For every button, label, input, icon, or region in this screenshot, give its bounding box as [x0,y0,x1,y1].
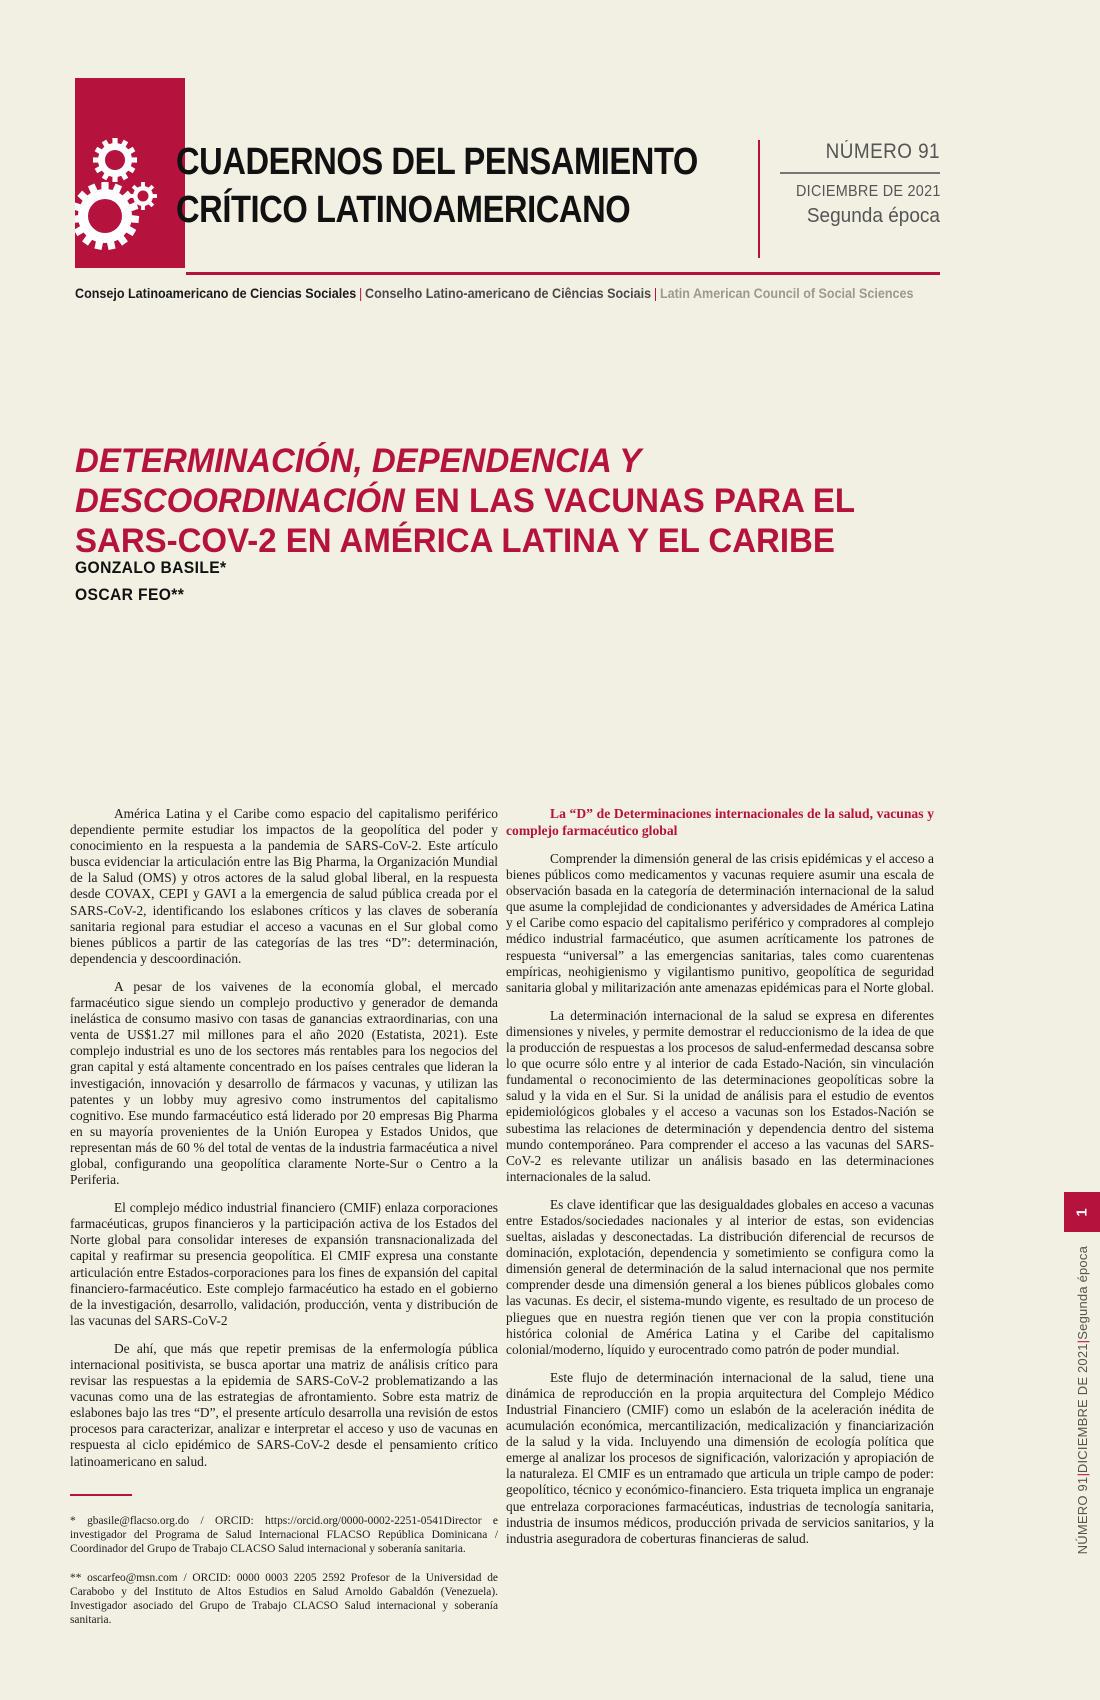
issue-rule [780,172,940,174]
footnote-rule [70,1494,132,1496]
author-1: GONZALO BASILE* [75,558,227,577]
journal-title [176,138,756,234]
subtitle-separator-2: | [653,286,658,301]
paragraph: El complejo médico industrial financiero (CMIF) enlaza corporaciones farmacéuticas, grupos financieros y la participación activa de los Estados del Norte global para consolidar intereses de expansión transnacionalizada del capital y reafirmar su presencia geopolítica. El CMIF expresa una constante articulación entre Estados-corporaciones para los fines de expansión del capital financiero-farmacéutico. Este complejo farmacéutico ha estado en el gobierno de la investigación, desarrollo, validación, producción, venta y distribución de las vacunas del SARS-CoV-2 [70,1200,498,1328]
issue-epoch: Segunda época [806,205,940,227]
page-number-badge [1064,1192,1100,1232]
issue-date: DICIEMBRE DE 2021 [796,183,941,200]
paragraph: De ahí, que más que repetir premisas de la enfermología pública internacional positivista, se busca aportar una matriz de análisis crítico para revisar las respuestas a la epidemia de SARS-CoV-2 problematizando a las vacunas como una de las estrategias de afrontamiento. Sobre esta matriz de eslabones bajo las tres “D”, el presente artículo desarrolla una revisión de estos procesos para caracterizar, analizar e interpretar el acceso y uso de vacunas en respuesta al ciclo epidémico de SARS-CoV-2 desde el pensamiento crítico latinoamericano en salud. [70,1340,498,1469]
side-marker-date: DICIEMBRE DE 2021 [1074,1343,1090,1474]
body-column-left [70,806,498,1482]
side-separator-2: | [1074,1339,1090,1344]
publisher-subtitle-en: Latin American Council of Social Sciences [659,286,914,301]
footnote-item: * gbasile@flacso.org.do / ORCID: https://orcid.org/0000-0002-2251-0541Director e investigador del Programa de Salud Internacional FLACSO República Dominicana / Coordinador del Grupo de Trabajo CLACSO Salud internacional y soberanía sanitaria. [70,1515,498,1556]
paragraph: Este flujo de determinación internacional de la salud, tiene una dinámica de reproducción en la propia arquitectura del Complejo Médico Industrial Financiero (CMIF) como un eslabón de la aceleración inédita de acumulación económica, mercantilización, medicalización y financiarización de la salud y la vida. Incluyendo una dimensión de ecología política que emerge al analizar los procesos de significación, valorización y apropiación de la naturaleza. El CMIF es un entramado que articula un triple campo de poder: geopolítico, técnico y económico-financiero. Esta triqueta implica un engranaje que entrelaza corporaciones farmacéuticas, industrias de tecnología sanitaria, industria de insumos médicos, producción privada de servicios sanitarios, y la industria aseguradora de coberturas financieras de salud. [506,1369,934,1546]
author-2: OSCAR FEO** [75,585,185,604]
issue-number: NÚMERO 91 [825,140,940,163]
footnote-item: ** oscarfeo@msn.com / ORCID: 0000 0003 2205 2592 Profesor de la Universidad de Carabobo y del Instituto de Altos Estudios en Salud Arnoldo Gabaldón (Venezuela). Investigador asociado del Grupo de Trabajo CLACSO Salud internacional y soberanía sanitaria. [70,1571,498,1627]
paragraph: Es clave identificar que las desigualdades globales en acceso a vacunas entre Estados/sociedades nacionales y al interior de estas, son evidencias sueltas, aisladas y desconectadas. La distribución diferencial de recursos de dominación, explotación, dependencia y sometimiento se configura como la dimensión general de determinación de la salud internacional que nos permite comprender desde una dimensión general a los bienes públicos globales como las vacunas. Es decir, el sistema-mundo vigente, es resultado de un proceso de pliegues que en nuestra región tienen que ver con la propia constitución histórica colonial de América Latina y el Caribe del capitalismo colonial/moderno, líquido y eurocentrado como patrón de poder mundial. [506,1196,934,1357]
subtitle-separator-1: | [358,286,363,301]
footnotes [70,1514,498,1641]
side-separator-1: | [1074,1473,1090,1477]
clacso-gears-logo [75,78,185,268]
paragraph: América Latina y el Caribe como espacio del capitalismo periférico dependiente permite estudiar los impactos de la geopolítica del poder y conocimiento en la respuesta a la pandemia de SARS-CoV-2. Este artículo busca evidenciar la articulación entre las Big Pharma, la Organización Mundial de la Salud (OMS) y otros actores de la salud global liberal, en la respuesta desde COVAX, CEPI y GAVI a la emergencia de salud pública creada por el SARS-CoV-2, identificando los eslabones críticos y las claves de soberanía sanitaria regional para estudiar el acceso a vacunas en el Sur global como bienes públicos a partir de las categorías de las tres “D”: determinación, dependencia y descoordinación. [70,806,498,966]
journal-title-line-2: CRÍTICO LATINOAMERICANO [176,189,631,231]
paragraph: Comprender la dimensión general de las crisis epidémicas y el acceso a bienes públicos como medicamentos y vacunas requiere asumir una escala de observación basada en la categoría de determinación internacional de la salud que asume la complejidad de condicionantes y adversidades de América Latina y el Caribe como espacio del capitalismo periférico y compradores al complejo médico industrial farmacéutico, que asumen acríticamente los patrones de respuesta “universal” a las emergencias sanitarias, tales como cuarentenas empíricas, neohigienismo y vigilantismo punitivo, geopolítica de seguridad sanitaria global y militarización ante amenazas epidémicas para el Norte global. [506,851,934,995]
masthead [0,0,1100,320]
side-marker-line [1075,1246,1090,1554]
side-marker-issue: NÚMERO 91 [1074,1476,1090,1555]
masthead-vertical-divider [758,140,760,258]
paragraph: La determinación internacional de la salud se expresa en diferentes dimensiones y niveles, y permite demostrar el reduccionismo de la idea de que la producción de respuestas a los procesos de salud-enfermedad descansa sobre lo que ocurre sólo entre y al interior de cada Estado-Nación, sin vinculación fundamental o reconocimiento de las determinaciones geopolíticas sobre la salud y la vida en el Sur. Si la unidad de análisis para el estudio de eventos epidemiológicos globales y el acceso a vacunas son los Estados-Nación se subestima las relaciones de determinación y dependencia dentro del sistema mundo contemporáneo. Para comprender el acceso a las vacunas del SARS-CoV-2 es relevante utilizar un análisis basado en las determinaciones internacionales de la salud. [506,1007,934,1184]
paragraph: A pesar de los vaivenes de la economía global, el mercado farmacéutico sigue siendo un complejo productivo y generador de demanda inelástica de consumo masivo con tasas de ganancias extraordinarias, con una venta de US$1.27 mil millones para el año 2020 (Estatista, 2021). Este complejo industrial es uno de los sectores más rentables para los negocios del gran capital y está altamente concentrado en los países centrales que lideran la investigación, innovación y desarrollo de fármacos y vacunas, y utilizan las patentes y un lobby muy agresivo como instrumentos del capitalismo cognitivo. Ese mundo farmacéutico está liderado por 20 empresas Big Pharma en su mayoría provenientes de la Unión Europea y Estados Unidos, que representan más de 60 % del total de ventas de la industria farmacéutica a nivel global, configurando una geopolítica claramente Norte-Sur o Centro a la Periferia. [70,978,498,1188]
side-marker-text [1064,1246,1100,1606]
section-heading: La “D” de Determinaciones internacionales de la salud, vacunas y complejo farmacéutico global [506,806,934,838]
journal-title-line-1: CUADERNOS DEL PENSAMIENTO [176,141,698,183]
publisher-subtitle-es: Consejo Latinoamericano de Ciencias Sociales [75,286,357,301]
article-title-roman: EN LAS VACUNAS PARA EL SARS-COV-2 EN AMÉRICA LATINA Y EL CARIBE [75,481,855,560]
page-side-marker [1064,1192,1100,1606]
publisher-subtitle-pt: Conselho Latino-americano de Ciências Sociais [365,286,652,301]
article-title [75,441,890,561]
page-number: 1 [1073,1207,1091,1217]
body-column-right [506,806,934,1559]
publisher-subtitle [75,286,914,301]
article-authors [75,554,226,608]
article-title-italic-1: DETERMINACIÓN, DEPENDENCIA Y [75,441,641,480]
masthead-horizontal-rule [186,272,940,275]
article-title-italic-2: DESCOORDINACIÓN [75,481,405,520]
issue-info [780,140,940,228]
side-marker-epoch: Segunda época [1074,1246,1090,1340]
